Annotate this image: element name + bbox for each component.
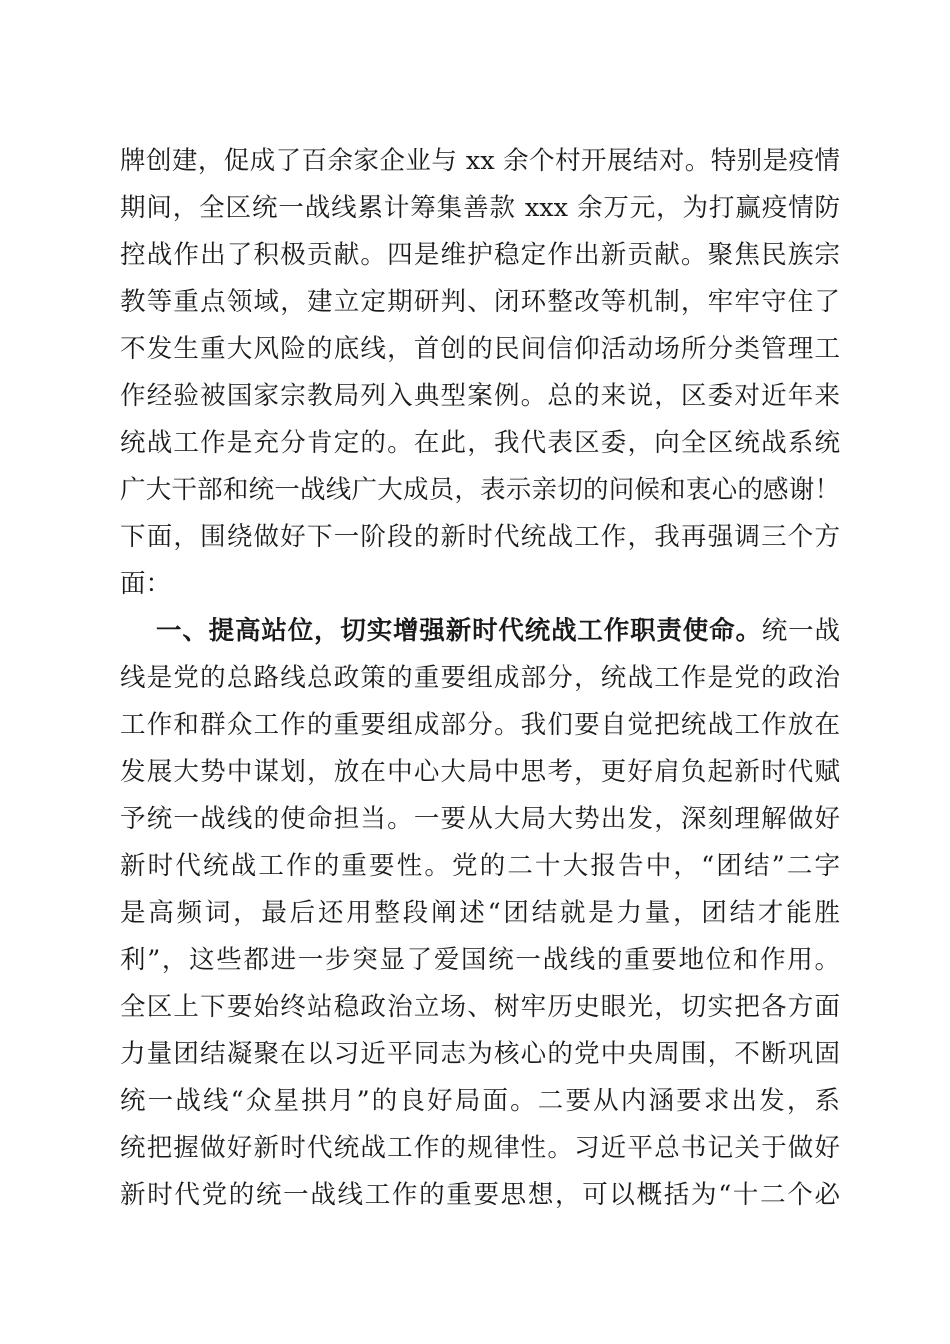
text-line: 全区上下要始终站稳政治立场、树牢历史眼光，切实把各方面 bbox=[120, 992, 840, 1022]
document-body bbox=[120, 138, 840, 1219]
text-line: 统一战线“众星拱月”的良好局面。二要从内涵要求出发，系 bbox=[120, 1086, 840, 1116]
section-heading-rest: 统一战 bbox=[761, 616, 840, 646]
text-line: 统战工作是充分肯定的。在此，我代表区委，向全区统战系统 bbox=[120, 428, 840, 458]
text-line: 统把握做好新时代统战工作的规律性。习近平总书记关于做好 bbox=[120, 1133, 840, 1163]
text-line: 面： bbox=[120, 569, 172, 599]
text-line: 广大干部和统一战线广大成员，表示亲切的问候和衷心的感谢！ bbox=[120, 475, 840, 505]
text-line: 发展大势中谋划，放在中心大局中思考，更好肩负起新时代赋 bbox=[120, 757, 840, 787]
text-line: 利”，这些都进一步突显了爱国统一战线的重要地位和作用。 bbox=[120, 945, 840, 975]
text-line: 是高频词，最后还用整段阐述“团结就是力量，团结才能胜 bbox=[120, 898, 840, 928]
text-line: 作经验被国家宗教局列入典型案例。总的来说，区委对近年来 bbox=[120, 381, 840, 411]
text-line: 新时代统战工作的重要性。党的二十大报告中，“团结”二字 bbox=[120, 851, 840, 881]
text-line: 新时代党的统一战线工作的重要思想，可以概括为“十二个必 bbox=[120, 1180, 840, 1210]
text-line: 线是党的总路线总政策的重要组成部分，统战工作是党的政治 bbox=[120, 663, 840, 693]
text-line: 控战作出了积极贡献。四是维护稳定作出新贡献。聚焦民族宗 bbox=[120, 240, 840, 270]
section-heading-line bbox=[120, 608, 840, 655]
text-line: 予统一战线的使命担当。一要从大局大势出发，深刻理解做好 bbox=[120, 804, 840, 834]
text-line: 力量团结凝聚在以习近平同志为核心的党中央周围，不断巩固 bbox=[120, 1039, 840, 1069]
text-line: 牌创建，促成了百余家企业与 xx 余个村开展结对。特别是疫情 bbox=[120, 146, 840, 176]
text-line: 下面，围绕做好下一阶段的新时代统战工作，我再强调三个方 bbox=[120, 522, 840, 552]
text-line: 期间，全区统一战线累计筹集善款 xxx 余万元，为打赢疫情防 bbox=[120, 193, 840, 223]
section-heading: 一、提高站位，切实增强新时代统战工作职责使命。 bbox=[156, 616, 762, 646]
text-line: 不发生重大风险的底线，首创的民间信仰活动场所分类管理工 bbox=[120, 334, 840, 364]
text-line: 工作和群众工作的重要组成部分。我们要自觉把统战工作放在 bbox=[120, 710, 840, 740]
text-line: 教等重点领域，建立定期研判、闭环整改等机制，牢牢守住了 bbox=[120, 287, 840, 317]
